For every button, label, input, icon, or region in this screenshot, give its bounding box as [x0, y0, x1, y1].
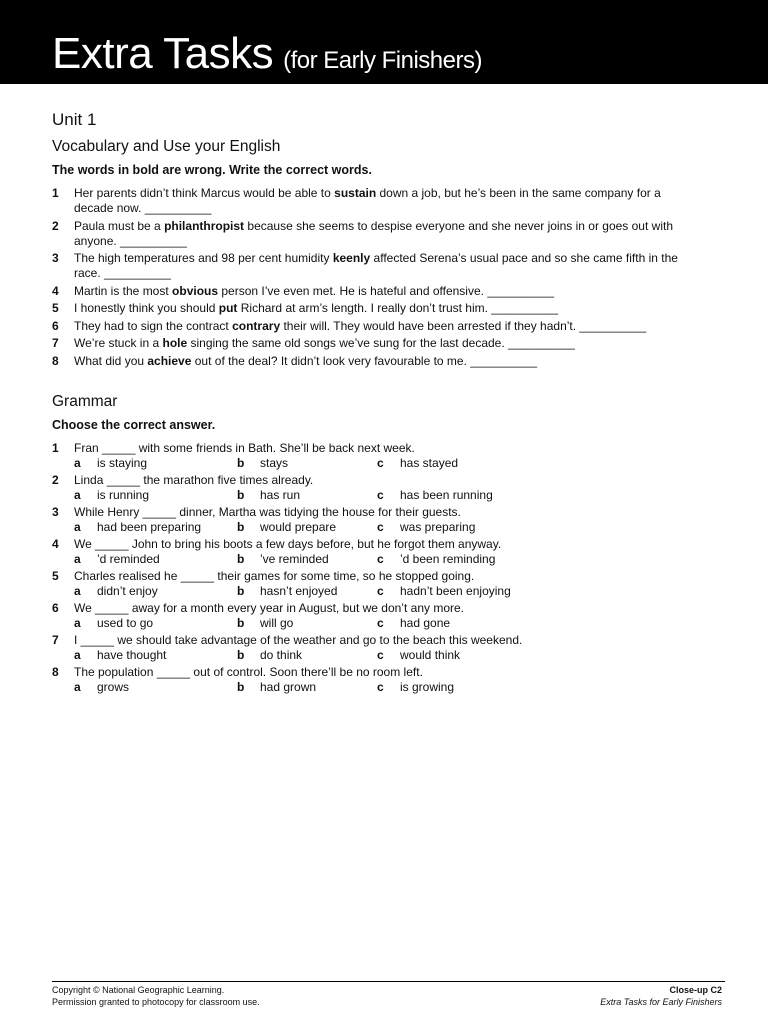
option-text: is staying [97, 455, 148, 470]
vocabulary-item [52, 251, 702, 281]
grammar-item [52, 601, 702, 631]
answer-options [52, 520, 702, 535]
wrong-word: put [218, 301, 238, 315]
option-text: do think [260, 647, 303, 662]
option-text: is growing [400, 679, 455, 694]
item-number: 5 [52, 301, 59, 315]
grammar-item [52, 441, 702, 471]
sentence-end: person I’ve even met. He is hateful and offensive. __________ [218, 283, 555, 298]
answer-option [237, 488, 377, 503]
item-sentence [74, 284, 702, 299]
sentence-start: Martin is the most [74, 283, 173, 298]
option-text: has run [260, 487, 301, 502]
sentence-end: singing the same old songs we’ve sung for the last decade. __________ [187, 336, 575, 350]
option-text: hasn’t enjoyed [260, 583, 338, 598]
option-text: have thought [97, 647, 167, 662]
grammar-section [52, 393, 702, 695]
question-text: While Henry _____ dinner, Martha was tidying the house for their guests. [74, 504, 461, 519]
question-text: Linda _____ the marathon five times already. [74, 472, 314, 487]
wrong-word: achieve [147, 353, 192, 368]
answer-options [52, 680, 702, 695]
option-letter: b [237, 647, 245, 662]
answer-option [74, 616, 237, 631]
option-text: had been preparing [97, 519, 202, 534]
question-text: I _____ we should take advantage of the weather and go to the beach this weekend. [74, 632, 523, 647]
answer-option [74, 552, 237, 567]
option-letter: c [377, 615, 384, 630]
vocabulary-item [52, 219, 702, 249]
answer-option [237, 520, 377, 535]
item-sentence [74, 319, 702, 334]
option-letter: a [74, 647, 81, 662]
item-number: 7 [52, 632, 59, 647]
grammar-list [52, 441, 702, 695]
option-text: was preparing [400, 519, 476, 534]
permission-text: Permission granted to photocopy for classroom use. [52, 997, 260, 1007]
option-text: didn’t enjoy [97, 583, 158, 598]
grammar-heading: Grammar [52, 392, 118, 410]
worksheet-content [52, 110, 702, 697]
sentence-end: because she seems to despise everyone and she never joins in or goes out with anyone. __________ [74, 218, 673, 248]
question-text: We _____ away for a month every year in August, but we don’t any more. [74, 600, 464, 615]
answer-option [377, 680, 454, 695]
option-letter: c [377, 551, 384, 566]
answer-option [377, 552, 495, 567]
item-sentence [74, 219, 702, 249]
option-letter: c [377, 455, 384, 470]
option-text: stays [260, 455, 289, 470]
item-number: 4 [52, 283, 59, 298]
option-letter: b [237, 455, 245, 470]
wrong-word: contrary [232, 318, 281, 333]
vocabulary-item [52, 186, 702, 216]
grammar-item [52, 505, 702, 535]
item-sentence [74, 251, 702, 281]
answer-options [52, 616, 702, 631]
sentence-start: What did you [74, 353, 148, 368]
option-text: had grown [260, 679, 317, 694]
sentence-start: They had to sign the contract [74, 318, 233, 333]
answer-option [377, 648, 460, 663]
header-banner [0, 0, 768, 84]
wrong-word: philanthropist [164, 218, 245, 233]
option-text: will go [260, 615, 294, 630]
grammar-item [52, 569, 702, 599]
answer-option [377, 456, 458, 471]
item-sentence [74, 186, 702, 216]
option-text: hadn’t been enjoying [400, 583, 511, 598]
option-letter: a [74, 679, 81, 694]
question-line [52, 441, 702, 456]
vocabulary-list [52, 186, 702, 369]
grammar-instruction: Choose the correct answer. [52, 417, 216, 432]
answer-options [52, 488, 702, 503]
wrong-word: obvious [172, 283, 219, 298]
option-text: had gone [400, 615, 451, 630]
answer-option [237, 584, 377, 599]
option-letter: a [74, 583, 81, 598]
option-letter: a [74, 487, 81, 502]
sentence-end: their will. They would have been arrested if they hadn’t. __________ [280, 318, 647, 333]
answer-option [74, 488, 237, 503]
section-name: Extra Tasks for Early Finishers [600, 997, 722, 1007]
item-sentence [74, 336, 702, 351]
item-number: 8 [52, 353, 59, 368]
option-text: used to go [97, 615, 154, 630]
option-text: ’d been reminding [400, 551, 496, 566]
option-text: ’d reminded [97, 551, 160, 566]
item-sentence [74, 354, 702, 369]
sentence-start: I honestly think you should [74, 301, 219, 315]
item-number: 6 [52, 600, 59, 615]
grammar-item [52, 665, 702, 695]
option-letter: b [237, 583, 245, 598]
answer-option [377, 616, 450, 631]
option-text: has been running [400, 487, 493, 502]
item-number: 3 [52, 504, 59, 519]
book-title: Close-up C2 [669, 985, 722, 995]
option-letter: b [237, 679, 245, 694]
answer-option [237, 552, 377, 567]
item-number: 7 [52, 336, 59, 350]
item-number: 2 [52, 472, 59, 487]
question-line [52, 601, 702, 616]
vocabulary-item [52, 336, 702, 351]
page-title [52, 30, 482, 85]
footer-copyright [52, 984, 260, 1008]
item-number: 5 [52, 568, 59, 583]
option-text: ’ve reminded [260, 551, 329, 566]
option-text: grows [97, 679, 130, 694]
option-text: has stayed [400, 455, 459, 470]
unit-heading: Unit 1 [52, 110, 97, 129]
answer-option [237, 648, 377, 663]
wrong-word: sustain [334, 186, 377, 200]
title-main: Extra Tasks [52, 29, 274, 78]
question-text: The population _____ out of control. Soon there’ll be no room left. [74, 664, 423, 679]
answer-options [52, 584, 702, 599]
question-text: Charles realised he _____ their games for some time, so he stopped going. [74, 568, 475, 583]
vocabulary-heading: Vocabulary and Use your English [52, 138, 281, 155]
question-line [52, 537, 702, 552]
grammar-item [52, 473, 702, 503]
option-letter: c [377, 583, 384, 598]
grammar-item [52, 537, 702, 567]
answer-options [52, 456, 702, 471]
vocabulary-item [52, 301, 702, 316]
option-letter: c [377, 487, 384, 502]
answer-option [237, 616, 377, 631]
option-letter: b [237, 551, 245, 566]
answer-option [74, 520, 237, 535]
option-letter: b [237, 615, 245, 630]
item-number: 6 [52, 318, 59, 333]
wrong-word: hole [162, 336, 188, 350]
item-number: 8 [52, 664, 59, 679]
grammar-item [52, 633, 702, 663]
title-subtitle: (for Early Finishers) [283, 47, 482, 74]
option-letter: a [74, 519, 81, 534]
sentence-end: down a job, but he’s been in the same company for a decade now. __________ [74, 186, 661, 215]
sentence-start: The high temperatures and 98 per cent humidity [74, 251, 333, 265]
option-text: is running [97, 487, 150, 502]
item-sentence [74, 301, 702, 316]
option-letter: b [237, 519, 245, 534]
option-letter: a [74, 551, 81, 566]
copyright-text: Copyright © National Geographic Learning. [52, 985, 225, 995]
option-letter: c [377, 519, 384, 534]
option-letter: a [74, 455, 81, 470]
vocabulary-item [52, 354, 702, 369]
footer-divider [52, 981, 725, 982]
option-letter: c [377, 679, 384, 694]
answer-option [237, 456, 377, 471]
answer-option [74, 648, 237, 663]
vocabulary-item [52, 319, 702, 334]
vocabulary-item [52, 284, 702, 299]
option-letter: c [377, 647, 384, 662]
option-text: would prepare [260, 519, 337, 534]
sentence-end: Richard at arm’s length. I really don’t trust him. __________ [237, 301, 559, 315]
option-letter: b [237, 487, 245, 502]
item-number: 4 [52, 536, 59, 551]
answer-option [74, 456, 237, 471]
sentence-end: out of the deal? It didn’t look very favourable to me. __________ [191, 353, 537, 368]
answer-option [377, 520, 475, 535]
sentence-start: Paula must be a [74, 218, 165, 233]
question-line [52, 665, 702, 680]
footer-book-info [600, 984, 722, 1008]
answer-option [377, 488, 493, 503]
answer-option [237, 680, 377, 695]
question-line [52, 633, 702, 648]
question-line [52, 505, 702, 520]
question-line [52, 473, 702, 488]
sentence-start: Her parents didn’t think Marcus would be able to [74, 186, 335, 200]
question-line [52, 569, 702, 584]
question-text: We _____ John to bring his boots a few days before, but he forgot them anyway. [74, 536, 502, 551]
answer-options [52, 648, 702, 663]
sentence-end: affected Serena’s usual pace and so she came fifth in the race. __________ [74, 251, 678, 280]
sentence-start: We’re stuck in a [74, 336, 163, 350]
vocabulary-instruction: The words in bold are wrong. Write the correct words. [52, 163, 372, 177]
question-text: Fran _____ with some friends in Bath. She’ll be back next week. [74, 440, 415, 455]
item-number: 3 [52, 251, 59, 265]
item-number: 1 [52, 186, 59, 200]
answer-option [377, 584, 511, 599]
item-number: 2 [52, 218, 59, 233]
answer-options [52, 552, 702, 567]
item-number: 1 [52, 440, 59, 455]
answer-option [74, 680, 237, 695]
option-text: would think [400, 647, 461, 662]
answer-option [74, 584, 237, 599]
wrong-word: keenly [332, 251, 371, 265]
option-letter: a [74, 615, 81, 630]
